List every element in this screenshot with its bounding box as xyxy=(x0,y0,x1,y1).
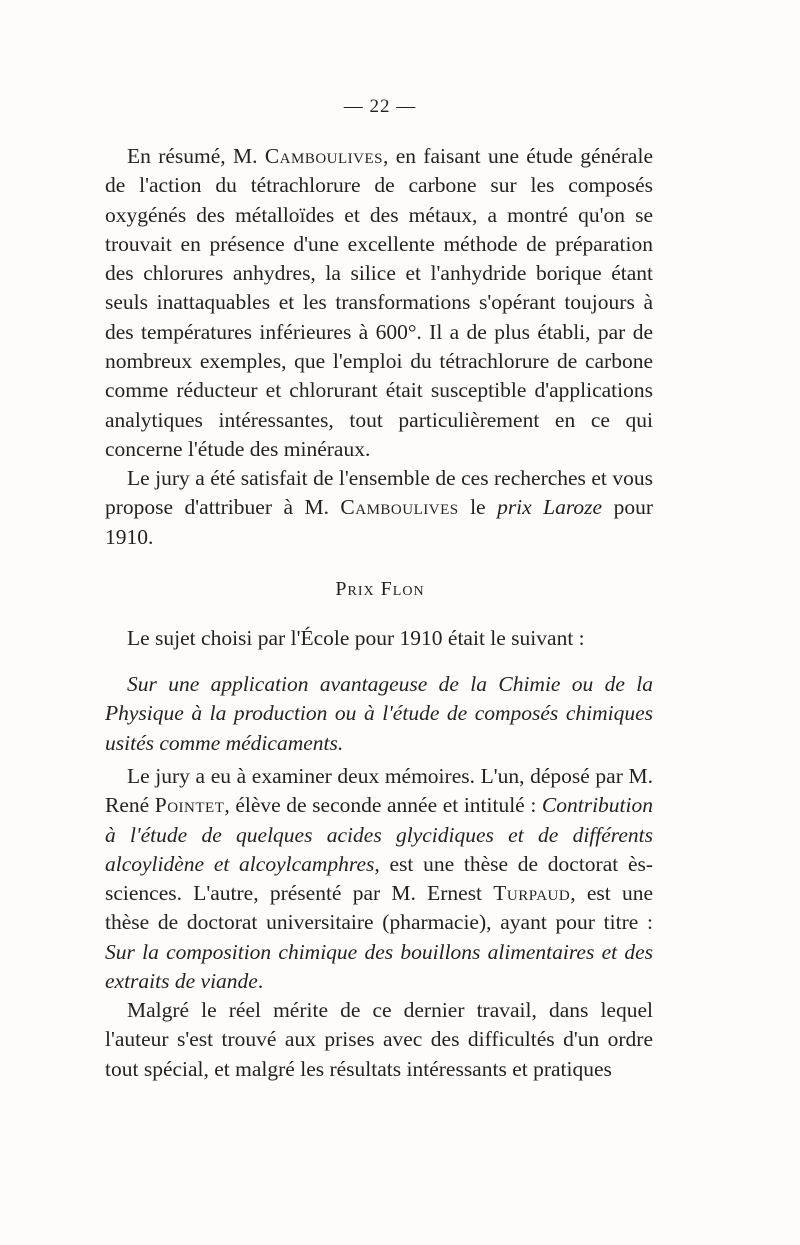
paragraph-summary-text-start: En résumé, M. xyxy=(127,144,265,168)
author-name-camboulives-2: Camboulives xyxy=(340,495,459,520)
paragraph-subject xyxy=(105,670,653,758)
paragraph-summary xyxy=(105,142,653,464)
memoirs-text-3: , est une thèse de doctorat ès-sciences. L'autre, présenté par M. Ernest xyxy=(105,851,654,906)
prize-name: prix Laroze xyxy=(497,495,603,520)
author-name-pointet: Pointet xyxy=(154,793,225,818)
paragraph-jury-proposal xyxy=(105,464,653,552)
memoir-title-2: Sur la composition chimique des bouillons alimentaires et des extraits de viande xyxy=(105,939,653,994)
memoirs-text-4: , est une thèse de doctorat universitaire (pharmacie), ayant pour titre : xyxy=(105,881,653,935)
page-number: — 22 — xyxy=(343,96,417,117)
memoirs-text-2: , élève de seconde année et intitulé : xyxy=(224,793,542,818)
jury-proposal-text-middle: le xyxy=(458,495,498,520)
author-name-camboulives: Camboulives xyxy=(264,144,383,168)
subject-intro-text: Le sujet choisi par l'École pour 1910 était le suivant : xyxy=(127,626,585,650)
subject-text: Sur une application avantageuse de la Chimie ou de la Physique à la production ou à l'étude de composés chimiques usités comme médicaments. xyxy=(105,672,653,755)
jury-proposal-text-start: Le jury a été satisfait de l'ensemble de ces recherches et vous propose d'attribuer à M. xyxy=(105,466,653,520)
paragraph-subject-intro xyxy=(105,624,653,653)
author-name-turpaud: Turpaud xyxy=(493,881,571,906)
despite-text: Malgré le réel mérite de ce dernier travail, dans lequel l'auteur s'est trouvé aux prises avec des difficultés d'un ordre tout spécial, et malgré les résultats intéressants et pratiques xyxy=(105,998,653,1081)
memoirs-text-5: . xyxy=(257,969,264,994)
paragraph-memoirs xyxy=(105,762,653,996)
paragraph-despite xyxy=(105,996,653,1084)
memoir-title-1: Contribution à l'étude de quelques acides glycidiques et de différents alcoylidène et alcoylcamphres xyxy=(105,793,653,876)
jury-proposal-text-end: pour 1910. xyxy=(105,495,653,549)
memoirs-text-1: Le jury a eu à examiner deux mémoires. L'un, déposé par M. René xyxy=(105,764,653,818)
section-heading: Prix Flon xyxy=(335,578,425,600)
paragraph-summary-text-end: , en faisant une étude générale de l'action du tétrachlorure de carbone sur les composés oxygénés des métalloïdes et des métaux, a montré qu'on se trouvait en présence d'une excellente méthode de préparation des chlorures anhydres, la silice et l'anhydride borique étant seuls inattaquables et les transformations s'opérant toujours à des températures inférieures à 600°. Il a de plus établi, par de nombreux exemples, que l'emploi du tétrachlorure de carbone comme réducteur et chlorurant était susceptible d'applications analytiques intéressantes, tout particulièrement en ce qui concerne l'étude des minéraux. xyxy=(105,144,653,461)
